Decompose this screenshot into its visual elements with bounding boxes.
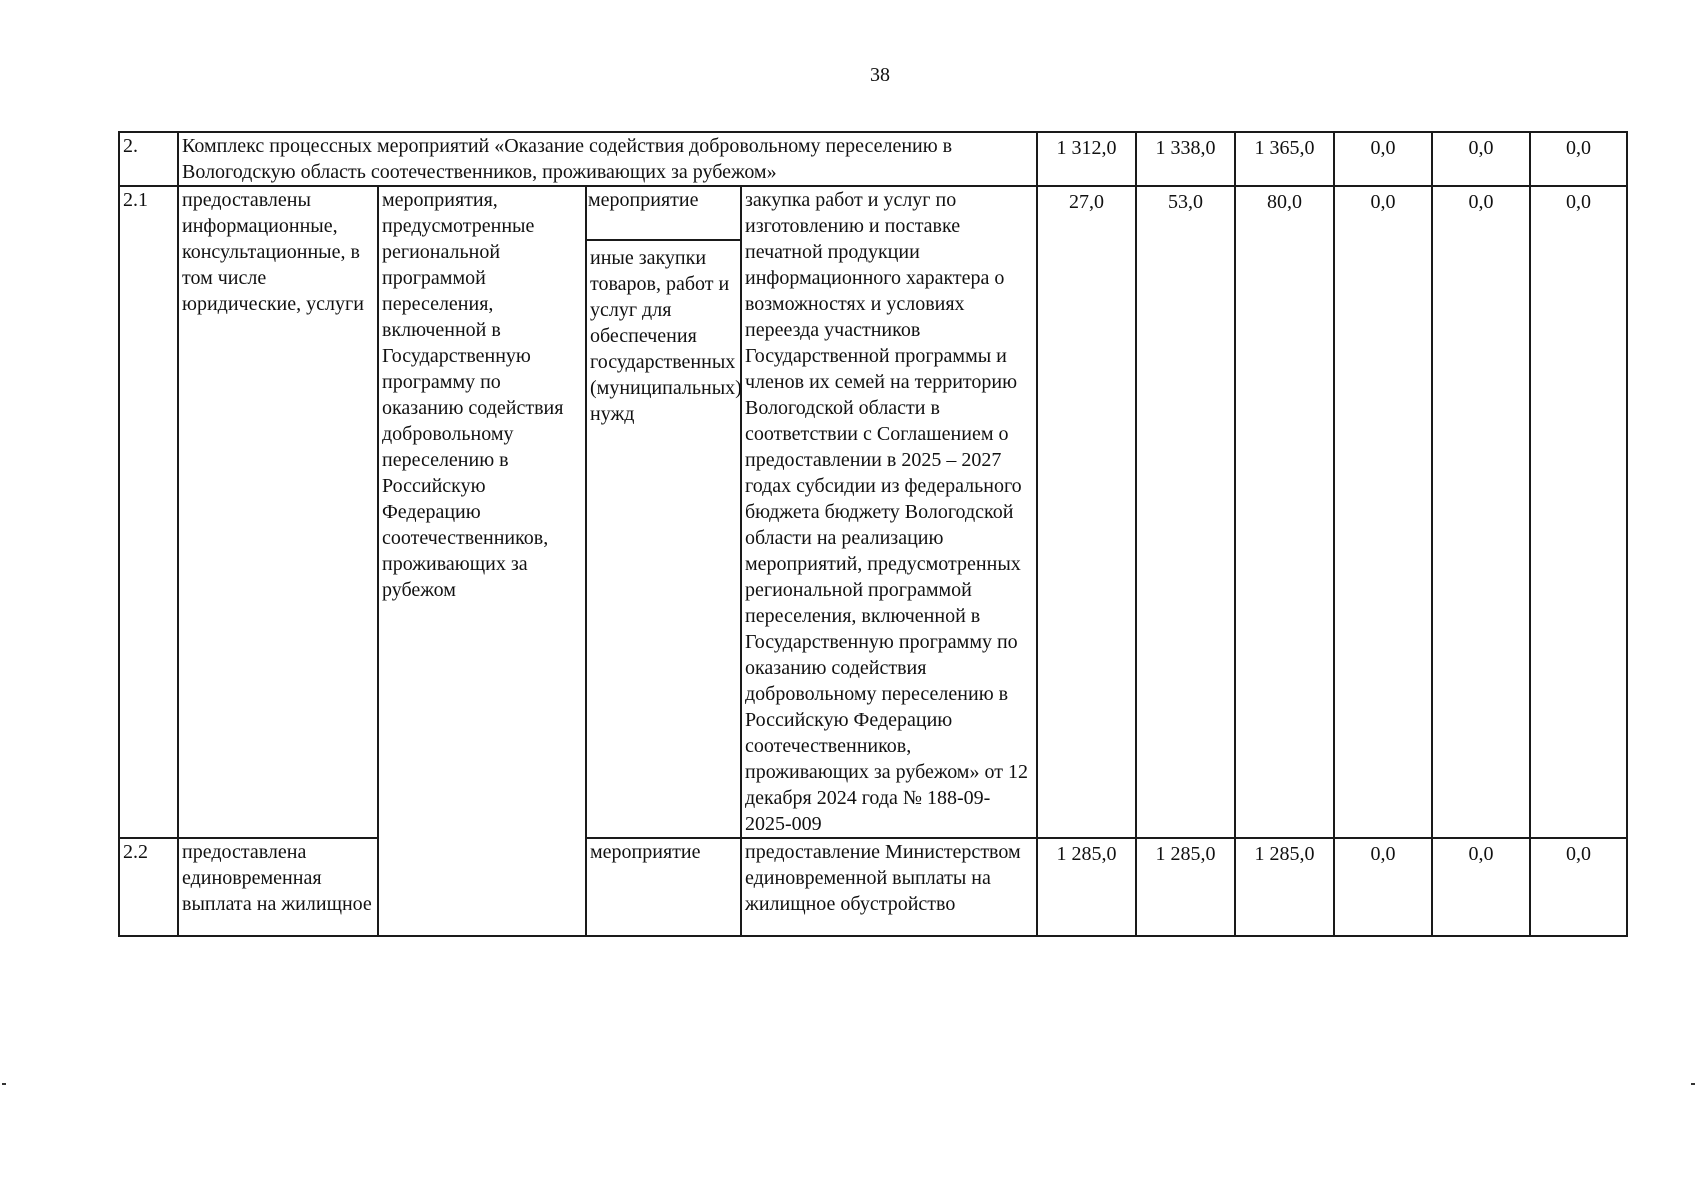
value-cell: 0,0	[1530, 132, 1627, 186]
type-cell: мероприятие	[586, 838, 741, 936]
result-cell: предоставлена единовременная выплата на жилищное	[178, 838, 378, 936]
value-cell: 0,0	[1432, 186, 1530, 838]
value-cell: 1 285,0	[1136, 838, 1235, 936]
row-number: 2.	[119, 132, 178, 186]
section-title: Комплекс процессных мероприятий «Оказание содействия добровольному переселению в Вологодскую область соотечественников, проживающих за рубежом»	[178, 132, 1037, 186]
type-cell	[586, 186, 741, 838]
scan-edge-mark	[1691, 1083, 1695, 1085]
value-cell: 0,0	[1530, 838, 1627, 936]
table-row	[119, 186, 1627, 838]
value-cell: 0,0	[1530, 186, 1627, 838]
value-cell: 1 338,0	[1136, 132, 1235, 186]
description-cell: предоставление Министерством единовременной выплаты на жилищное обустройство	[741, 838, 1037, 936]
value-cell: 0,0	[1334, 838, 1432, 936]
value-cell: 0,0	[1334, 132, 1432, 186]
description-cell: закупка работ и услуг по изготовлению и поставке печатной продукции информационного характера о возможностях и условиях переезда участников Государственной программы и членов их семей на территорию Вологодской области в соответствии с Соглашением о предоставлении в 2025 – 2027 годах субсидии из федерального бюджета бюджету Вологодской области на реализацию мероприятий, предусмотренных региональной программой переселения, включенной в Государственную программу по оказанию содействия добровольному переселению в Российскую Федерацию соотечественников, проживающих за рубежом» от 12 декабря 2024 года № 188-09-2025-009	[741, 186, 1037, 838]
budget-table	[118, 131, 1628, 937]
value-cell: 1 285,0	[1235, 838, 1334, 936]
value-cell: 53,0	[1136, 186, 1235, 838]
type-top: мероприятие	[585, 187, 742, 241]
activity-cell: мероприятия, предусмотренные региональной программой переселения, включенной в Государственную программу по оказанию содействия добровольному переселению в Российскую Федерацию соотечественников, проживающих за рубежом	[378, 186, 586, 936]
row-number: 2.1	[119, 186, 178, 838]
table-row	[119, 838, 1627, 936]
value-cell: 1 312,0	[1037, 132, 1136, 186]
table-row	[119, 132, 1627, 186]
value-cell: 1 365,0	[1235, 132, 1334, 186]
row-number: 2.2	[119, 838, 178, 936]
scan-edge-mark	[2, 1083, 6, 1085]
value-cell: 0,0	[1334, 186, 1432, 838]
page-number: 38	[870, 64, 890, 86]
value-cell: 1 285,0	[1037, 838, 1136, 936]
type-bottom: иные закупки товаров, работ и услуг для обеспечения государственных (муниципальных) нужд	[590, 247, 742, 425]
value-cell: 0,0	[1432, 132, 1530, 186]
value-cell: 0,0	[1432, 838, 1530, 936]
result-cell: предоставлены информационные, консультационные, в том числе юридические, услуги	[178, 186, 378, 838]
value-cell: 27,0	[1037, 186, 1136, 838]
value-cell: 80,0	[1235, 186, 1334, 838]
